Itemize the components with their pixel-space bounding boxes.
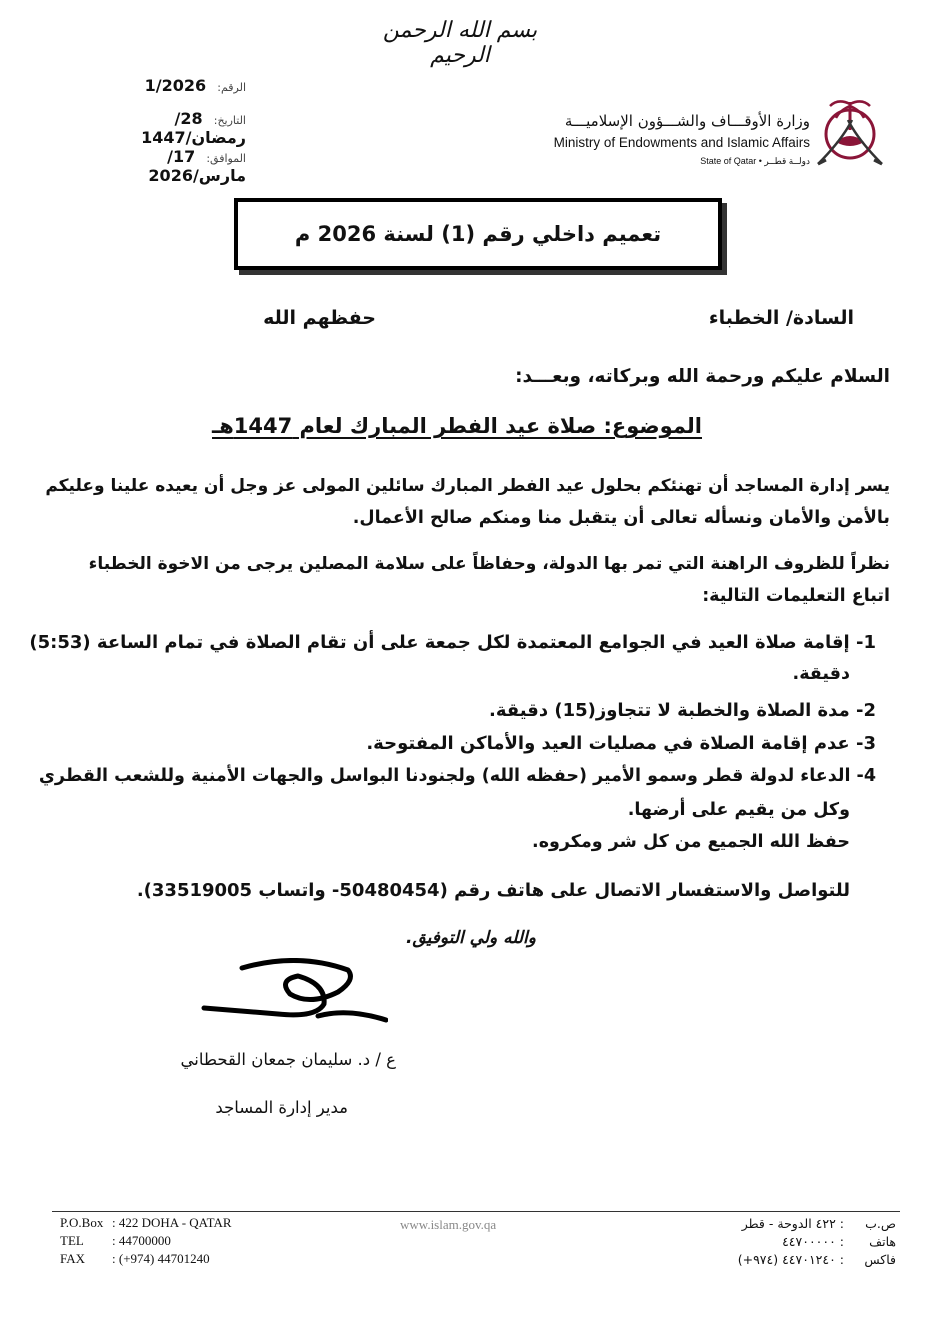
basmala-calligraphy: بسم الله الرحمن الرحيم xyxy=(382,18,538,68)
po-box-ar-value: : ٤٢٢ الدوحة - قطر xyxy=(741,1216,844,1231)
footer-tel-en xyxy=(60,1233,171,1249)
fax-ar-value: : ٤٤٧٠١٢٤٠ (٩٧٤+) xyxy=(737,1252,844,1267)
fax-en-label: FAX xyxy=(60,1251,86,1266)
hijri-date xyxy=(96,109,246,147)
date-value: 28/رمضان/1447 xyxy=(141,109,246,147)
context-line-1: نظراً للظروف الراهنة التي تمر بها الدولة، وحفاظاً على سلامة المصلين يرجى من الاخوة الخطباء xyxy=(88,554,890,574)
po-box-en-label: P.O.Box xyxy=(60,1215,104,1230)
po-box-ar-label: ص.ب xyxy=(865,1216,896,1231)
date-label: التاريخ: xyxy=(213,114,246,127)
closing-prayer: حفظ الله الجميع من كل شر ومكروه. xyxy=(532,832,850,852)
footer-fax-en xyxy=(60,1251,210,1267)
footer-divider xyxy=(52,1211,900,1212)
instruction-4-line-1: 4- الدعاء لدولة قطر وسمو الأمير (حفظه الله) ولجنودنا البواسل والجهات الأمنية وللشعب القطري xyxy=(38,766,876,786)
footer-po-box-ar xyxy=(726,1216,896,1231)
addressee-blessing: حفظهم الله xyxy=(263,307,376,329)
po-box-en-value: : 422 DOHA - QATAR xyxy=(112,1215,232,1230)
instruction-3: 3- عدم إقامة الصلاة في مصليات العيد والأماكن المفتوحة. xyxy=(366,733,876,754)
fax-en-value: : (+974) 44701240 xyxy=(112,1251,210,1266)
state-of-qatar-line: State of Qatar • دولــة قطــر xyxy=(700,156,810,166)
instruction-4-line-2: وكل من يقيم على أرضها. xyxy=(627,800,850,820)
footer-tel-ar xyxy=(726,1234,896,1249)
website-link[interactable]: www.islam.gov.qa xyxy=(400,1217,497,1232)
context-line-2: اتباع التعليمات التالية: xyxy=(702,586,890,606)
subject-line: الموضوع: صلاة عيد الفطر المبارك لعام 1447هـ xyxy=(212,414,702,438)
footer-po-box-en xyxy=(60,1215,232,1231)
reference-number xyxy=(96,76,246,95)
ministry-name-arabic: وزارة الأوقـــاف والشـــؤون الإسلاميـــة xyxy=(564,112,810,130)
intro-line-2: بالأمن والأمان ونسأله تعالى أن يتقبل منا ومنكم صالح الأعمال. xyxy=(352,508,890,528)
corresponding-label: الموافق: xyxy=(206,152,246,165)
tel-ar-label: هاتف xyxy=(869,1234,896,1249)
signature-scribble xyxy=(198,958,388,1030)
instruction-2: 2- مدة الصلاة والخطبة لا تتجاوز(15) دقيقة. xyxy=(488,700,876,721)
reference-value: 1/2026 xyxy=(144,76,207,95)
gregorian-date xyxy=(96,147,246,185)
contact-line: للتواصل والاستفسار الاتصال على هاتف رقم (50480454- واتساب 33519005). xyxy=(136,880,850,901)
greeting: السلام عليكم ورحمة الله وبركاته، وبعـــد: xyxy=(515,366,890,387)
tel-en-label: TEL xyxy=(60,1233,84,1248)
ministry-name-english: Ministry of Endowments and Islamic Affairs xyxy=(553,135,810,150)
addressee: السادة/ الخطباء xyxy=(708,307,854,329)
signatory-name: ع / د. سليمان جمعان القحطاني xyxy=(180,1050,396,1069)
corresponding-value: 17/مارس/2026 xyxy=(148,147,246,185)
closing-wish: والله ولي التوفيق. xyxy=(406,928,536,948)
signatory-position: مدير إدارة المساجد xyxy=(215,1098,348,1117)
circular-title-box: تعميم داخلي رقم (1) لسنة 2026 م xyxy=(234,198,722,270)
intro-line-1: يسر إدارة المساجد أن تهنئكم بحلول عيد الفطر المبارك سائلين المولى عز وجل أن يعيده علينا وعليكم xyxy=(45,476,890,496)
footer-fax-ar xyxy=(726,1252,896,1267)
instruction-1-line-1: 1- إقامة صلاة العيد في الجوامع المعتمدة لكل جمعة على أن تقام الصلاة في تمام الساعة (5:53) xyxy=(29,632,876,653)
reference-label: الرقم: xyxy=(217,81,246,94)
tel-en-value: : 44700000 xyxy=(112,1233,171,1248)
tel-ar-value: : ٤٤٧٠٠٠٠٠ xyxy=(782,1234,844,1249)
fax-ar-label: فاكس xyxy=(864,1252,896,1267)
qatar-emblem-icon xyxy=(812,90,888,170)
instruction-1-line-2: دقيقة. xyxy=(792,664,850,684)
